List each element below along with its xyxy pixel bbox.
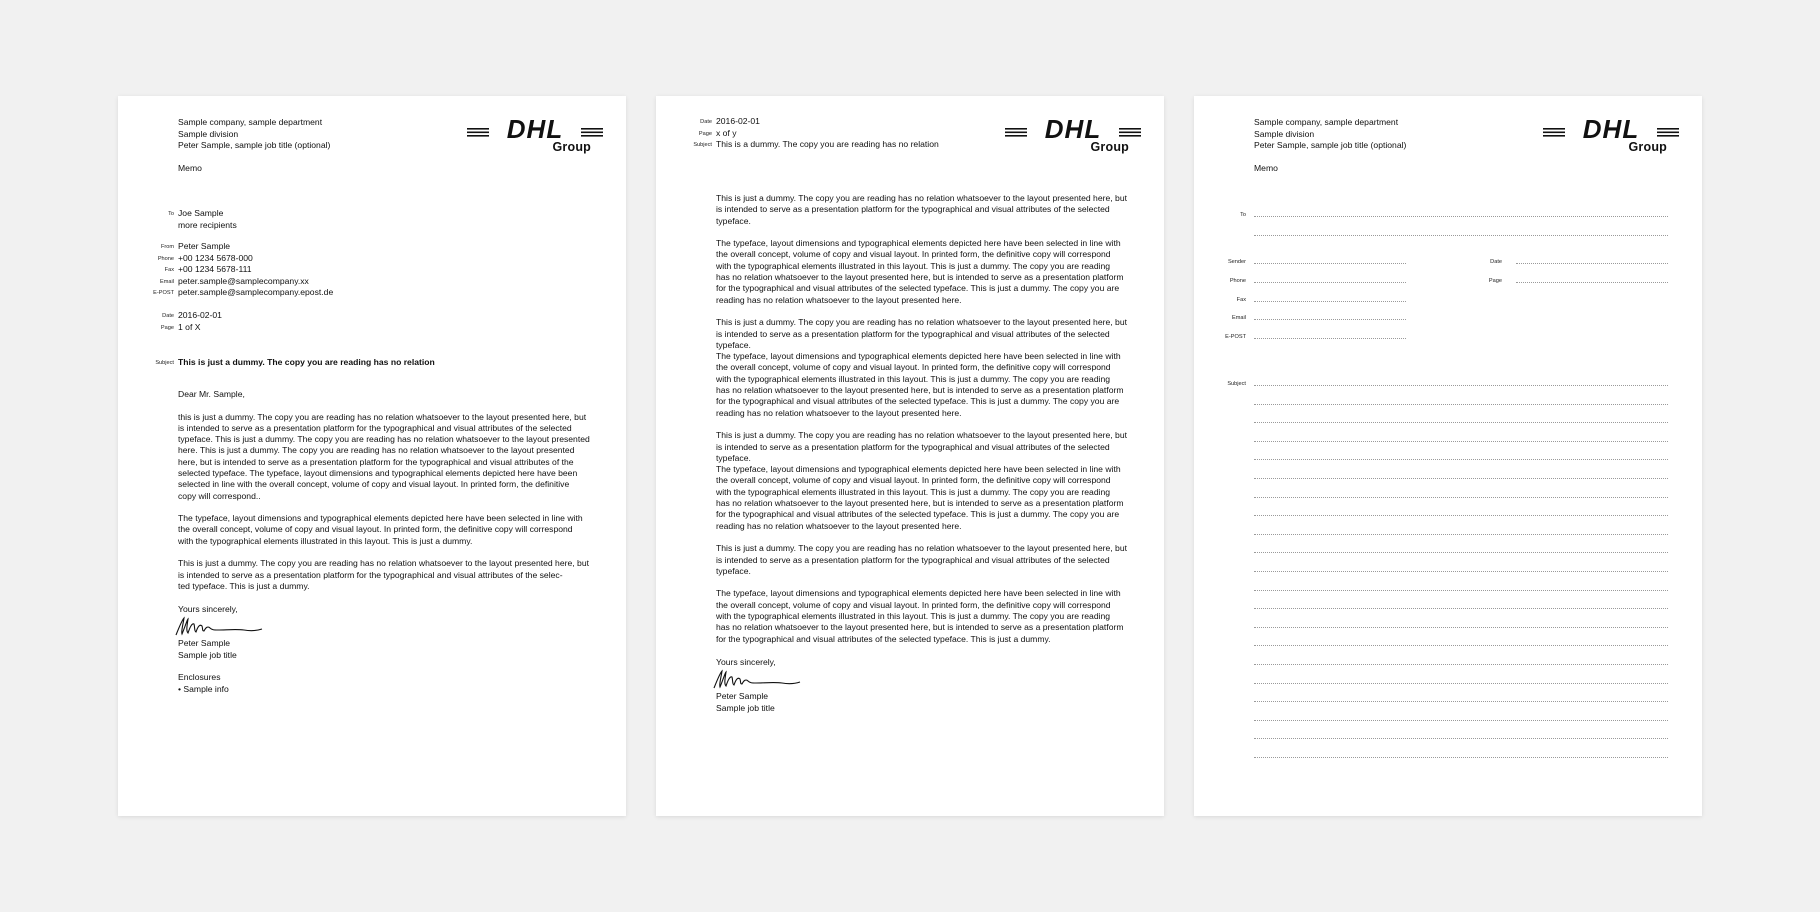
- body-line: The typeface, layout dimensions and typographical elements depicted here have been selected in line with: [178, 513, 583, 524]
- body-line: with the typographical elements illustrated in this layout. This is just a dummy.: [178, 535, 473, 546]
- page-value: 1 of X: [178, 321, 201, 332]
- group-label: Group: [1090, 140, 1129, 154]
- epost-value: peter.sample@samplecompany.epost.de: [178, 287, 334, 297]
- body-line: here. This is just a dummy. The copy you are reading has no relation whatsoever to the layout presented: [178, 445, 575, 456]
- sender-label: Sender: [1227, 259, 1246, 265]
- body-paragraph: [716, 543, 1126, 577]
- date-value: 2016-02-01: [716, 116, 760, 126]
- body-line: has no relation whatsoever to the layout presented here, but is intended to serve as a presentation platform: [716, 622, 1124, 633]
- body-line: with the typographical elements illustrated in this layout. This is just a dummy. The copy you are reading: [716, 610, 1111, 621]
- continuation-page: [656, 96, 1164, 816]
- body-line: the overall concept, volume of copy and visual layout. In printed form, the definitive copy will correspond: [716, 599, 1111, 610]
- page-label: Page: [1488, 278, 1502, 284]
- body-line: selected typeface. The typeface, layout dimensions and typographical elements depicted here have been: [178, 467, 578, 478]
- body-line: This is just a dummy. The copy you are reading has no relation whatsoever to the layout presented here, but: [716, 543, 1127, 554]
- memo-form-page: [1194, 96, 1702, 816]
- subject-line-field[interactable]: [1254, 701, 1668, 702]
- body-paragraph: [716, 317, 1126, 419]
- sender-field[interactable]: [1254, 263, 1406, 264]
- subject-line-field[interactable]: [1254, 422, 1668, 423]
- body-line: the overall concept, volume of copy and visual layout. In printed form, the definitive copy will correspond: [716, 362, 1111, 373]
- epost-label: E-POST: [1225, 334, 1246, 340]
- body-line: copy will correspond..: [178, 490, 261, 501]
- svg-text:DHL: DHL: [1044, 117, 1102, 143]
- phone-field-extra[interactable]: [1254, 301, 1406, 302]
- continuation-body: [716, 193, 1126, 656]
- sender-line: Peter Sample, sample job title (optional): [1254, 140, 1407, 150]
- body-line: The typeface, layout dimensions and typographical elements depicted here have been selected in line with: [716, 588, 1121, 599]
- signature-icon: [712, 668, 804, 690]
- body-line: The typeface, layout dimensions and typographical elements depicted here have been selected in line with: [716, 238, 1121, 249]
- signer-title: Sample job title: [178, 649, 237, 660]
- epost-label: E-POST: [153, 290, 174, 296]
- subject-line-field[interactable]: [1254, 627, 1668, 628]
- subject-line-field[interactable]: [1254, 404, 1668, 405]
- signer-name: Peter Sample: [178, 638, 231, 648]
- email-value: peter.sample@samplecompany.xx: [178, 275, 309, 286]
- subject-line-field[interactable]: [1254, 515, 1668, 516]
- body-line: is intended to serve as a presentation platform for the typographical and visual attributes of the selected: [716, 554, 1110, 565]
- body-line: reading has no relation whatsoever to the layout presented here.: [716, 407, 962, 418]
- signer-title: Sample job title: [716, 702, 775, 713]
- body-line: this is just a dummy. The copy you are reading has no relation whatsoever to the layout presented here, but: [178, 411, 587, 422]
- body-line: is intended to serve as a presentation platform for the typographical and visual attributes of the selected: [178, 422, 572, 433]
- body-line: reading has no relation whatsoever to the layout presented here.: [716, 520, 962, 531]
- subject-line-field[interactable]: [1254, 571, 1668, 572]
- body-line: is intended to serve as a presentation platform for the typographical and visual attributes of the selec-: [178, 569, 563, 580]
- body-line: selected in line with the overall concept, volume of copy and visual layout. In printed form, the definitive: [178, 479, 570, 490]
- page-value: x of y: [716, 127, 737, 138]
- phone-label: Phone: [1229, 278, 1246, 284]
- body-line: has no relation whatsoever to the layout presented here, but is intended to serve as a presentation platform: [716, 498, 1124, 509]
- body-paragraph: [178, 513, 588, 547]
- page-label: Page: [160, 324, 174, 331]
- letter-page: [118, 96, 626, 816]
- body-line: has no relation whatsoever to the layout presented here, but is intended to serve as a presentation platform: [716, 385, 1124, 396]
- body-line: The typeface, layout dimensions and typographical elements depicted here have been selected in line with: [716, 464, 1121, 475]
- date-value: 2016-02-01: [178, 310, 222, 320]
- body-line: typeface.: [716, 565, 751, 576]
- closing: Yours sincerely,: [178, 604, 238, 614]
- subject-label: Subject: [693, 142, 712, 148]
- date-label: Date: [1490, 259, 1502, 265]
- epost-field[interactable]: [1254, 338, 1406, 339]
- to-field[interactable]: [1254, 235, 1668, 236]
- body-line: for the typographical and visual attributes of the selected typeface. This is just a dummy.: [716, 633, 1051, 644]
- body-line: has no relation whatsoever to the layout presented here, but is intended to serve as a presentation platform: [716, 272, 1124, 283]
- subject-line-field[interactable]: [1254, 385, 1668, 386]
- body-line: typeface.: [716, 339, 751, 350]
- body-line: with the typographical elements illustrated in this layout. This is just a dummy. The copy you are reading: [716, 486, 1111, 497]
- subject-line-field[interactable]: [1254, 720, 1668, 721]
- group-label: Group: [552, 140, 591, 154]
- body-line: here, but is intended to serve as a presentation platform for the typographical and visual attributes of the: [178, 456, 574, 467]
- subject-line-field[interactable]: [1254, 738, 1668, 739]
- to-label: To: [1240, 212, 1246, 218]
- to-value: more recipients: [178, 219, 237, 230]
- enclosures-label: Enclosures: [178, 672, 221, 682]
- body-paragraph: [178, 412, 588, 502]
- body-line: for the typographical and visual attributes of the selected typeface. This is just a dummy. The copy you are: [716, 509, 1120, 520]
- subject-line-field[interactable]: [1254, 497, 1668, 498]
- dhl-group-logo: [1543, 117, 1679, 155]
- subject-label: Subject: [155, 360, 174, 366]
- body-line: ted typeface. This is just a dummy.: [178, 580, 310, 591]
- body-line: typeface.: [716, 215, 751, 226]
- subject-line-field[interactable]: [1254, 608, 1668, 609]
- fax-value: +00 1234 5678-111: [178, 264, 252, 274]
- body-line: This is just a dummy. The copy you are reading has no relation whatsoever to the layout presented here, but: [178, 558, 589, 569]
- phone-value: +00 1234 5678-000: [178, 252, 253, 263]
- to-field[interactable]: [1254, 216, 1668, 217]
- subject-line-field[interactable]: [1254, 552, 1668, 553]
- fax-label: Fax: [1236, 297, 1246, 303]
- sender-line: Peter Sample, sample job title (optional): [178, 140, 331, 150]
- subject-line-field[interactable]: [1254, 683, 1668, 684]
- to-value: Joe Sample: [178, 208, 224, 218]
- letter-body: [178, 412, 588, 604]
- page-field[interactable]: [1516, 282, 1668, 283]
- from-label: From: [160, 244, 174, 250]
- body-line: for the typographical and visual attributes of the selected typeface. This is just a dummy. The copy you are: [716, 396, 1120, 407]
- body-line: reading has no relation whatsoever to the layout presented here.: [716, 294, 962, 305]
- email-field[interactable]: [1254, 319, 1406, 320]
- body-line: This is just a dummy. The copy you are reading has no relation whatsoever to the layout presented here, but: [716, 193, 1127, 203]
- subject-line-field[interactable]: [1254, 590, 1668, 591]
- phone-label: Phone: [157, 255, 174, 262]
- body-line: the overall concept, volume of copy and visual layout. In printed form, the definitive copy will correspond: [178, 524, 573, 535]
- closing: Yours sincerely,: [716, 657, 776, 667]
- subject-line-field[interactable]: [1254, 441, 1668, 442]
- signer-name: Peter Sample: [716, 691, 769, 701]
- dhl-group-logo: [1005, 117, 1141, 155]
- subject-label: Subject: [1227, 381, 1246, 387]
- body-line: the overall concept, volume of copy and visual layout. In printed form, the definitive copy will correspond: [716, 249, 1111, 260]
- fax-label: Fax: [164, 267, 174, 273]
- sender-line: Sample division: [1254, 128, 1315, 139]
- date-label: Date: [162, 313, 174, 319]
- from-value: Peter Sample: [178, 241, 231, 251]
- doc-type: Memo: [178, 163, 202, 173]
- sender-line: Sample company, sample department: [178, 117, 323, 127]
- body-line: typeface. This is just a dummy. The copy you are reading has no relation whatsoever to the layout presented: [178, 434, 590, 445]
- body-line: is intended to serve as a presentation platform for the typographical and visual attributes of the selected: [716, 328, 1110, 339]
- doc-type: Memo: [1254, 163, 1278, 173]
- body-paragraph: [716, 430, 1126, 532]
- body-line: with the typographical elements illustrated in this layout. This is just a dummy. The copy you are reading: [716, 260, 1111, 271]
- body-line: The typeface, layout dimensions and typographical elements depicted here have been selected in line with: [716, 351, 1121, 362]
- subject-line-field[interactable]: [1254, 664, 1668, 665]
- phone-field[interactable]: [1254, 282, 1406, 283]
- subject-value: This is a dummy. The copy you are reading has no relation: [716, 139, 939, 149]
- svg-text:DHL: DHL: [1582, 117, 1640, 143]
- group-label: Group: [1628, 140, 1667, 154]
- body-paragraph: [178, 558, 588, 592]
- body-line: This is just a dummy. The copy you are reading has no relation whatsoever to the layout presented here, but: [716, 317, 1127, 328]
- date-field[interactable]: [1516, 263, 1668, 264]
- salutation: Dear Mr. Sample,: [178, 389, 245, 399]
- date-label: Date: [700, 119, 712, 125]
- body-line: typeface.: [716, 452, 751, 463]
- sender-line: Sample company, sample department: [1254, 117, 1399, 127]
- subject-line-field[interactable]: [1254, 459, 1668, 460]
- body-line: is intended to serve as a presentation platform for the typographical and visual attributes of the selected: [716, 204, 1110, 215]
- svg-text:DHL: DHL: [506, 117, 564, 143]
- dhl-group-logo: [467, 117, 603, 155]
- subject-line-field[interactable]: [1254, 757, 1668, 758]
- email-label: Email: [160, 278, 174, 285]
- subject-value: This is just a dummy. The copy you are reading has no relation: [178, 357, 435, 367]
- page-label: Page: [698, 130, 712, 137]
- subject-line-field[interactable]: [1254, 645, 1668, 646]
- enclosures-item: • Sample info: [178, 683, 229, 694]
- body-line: the overall concept, volume of copy and visual layout. In printed form, the definitive copy will correspond: [716, 475, 1111, 486]
- body-paragraph: [716, 238, 1126, 306]
- signature-icon: [174, 615, 266, 637]
- body-line: This is just a dummy. The copy you are reading has no relation whatsoever to the layout presented here, but: [716, 430, 1127, 441]
- sender-line: Sample division: [178, 128, 239, 139]
- body-line: for the typographical and visual attributes of the selected typeface. This is just a dummy. The copy you are: [716, 283, 1120, 294]
- body-line: is intended to serve as a presentation platform for the typographical and visual attributes of the selected: [716, 441, 1110, 452]
- subject-line-field[interactable]: [1254, 478, 1668, 479]
- body-paragraph: [716, 588, 1126, 644]
- body-line: with the typographical elements illustrated in this layout. This is just a dummy. The copy you are reading: [716, 373, 1111, 384]
- subject-line-field[interactable]: [1254, 534, 1668, 535]
- body-paragraph: [716, 193, 1126, 227]
- email-label: Email: [1232, 315, 1246, 321]
- to-label: To: [168, 211, 174, 217]
